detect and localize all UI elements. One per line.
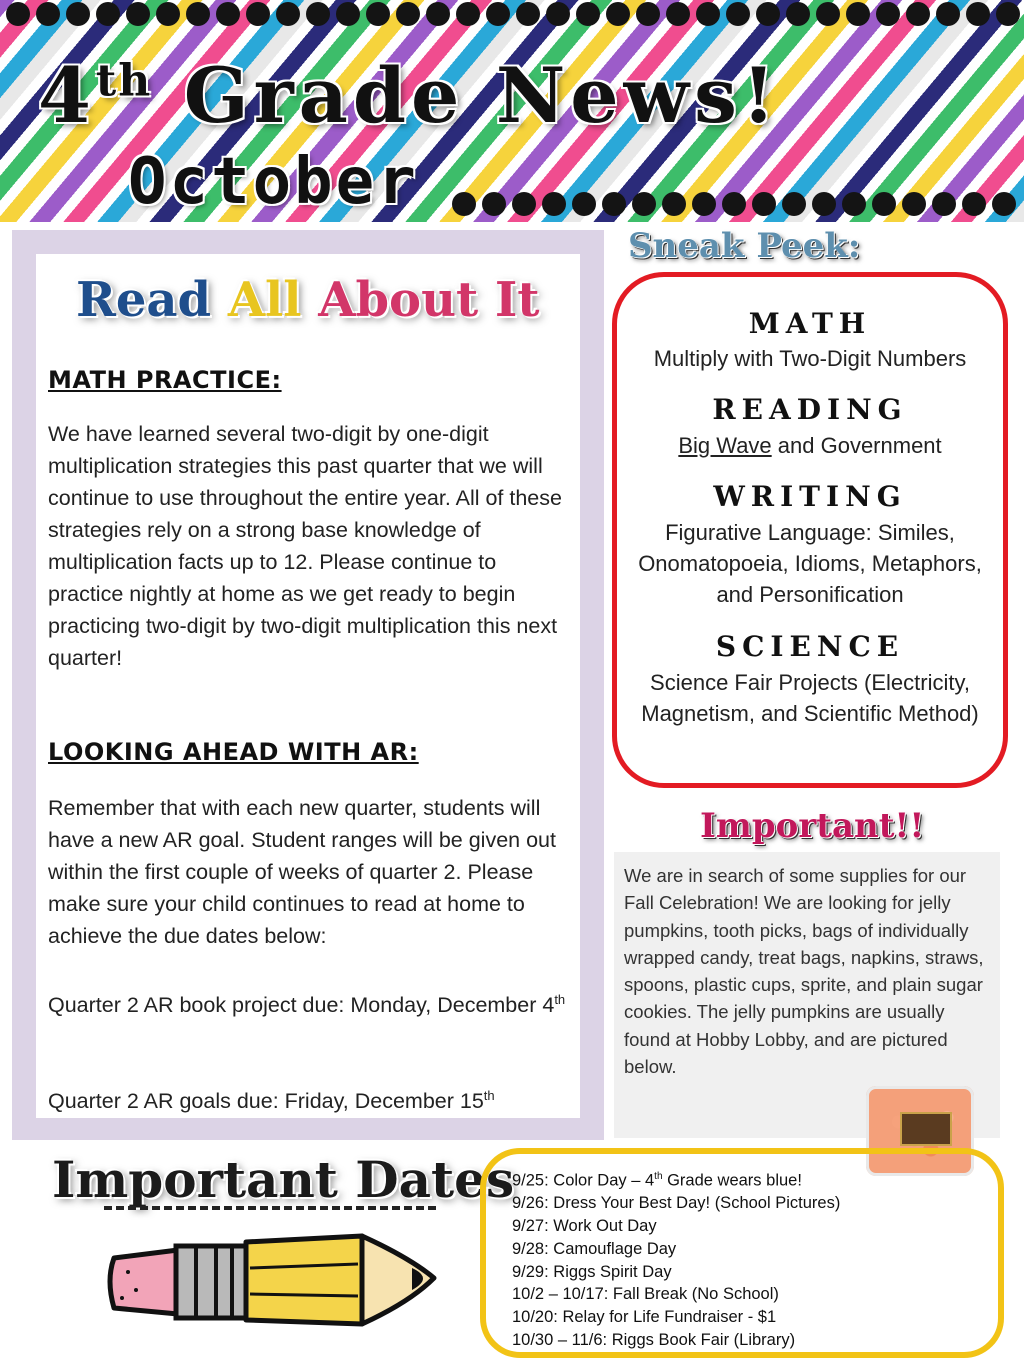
date-item-text-end: Grade wears blue! (662, 1171, 802, 1190)
sneak-reading-book: Big Wave (678, 433, 772, 458)
sneak-reading-rest: and Government (771, 433, 942, 458)
border-dot (366, 2, 390, 26)
ar-heading: LOOKING AHEAD WITH AR: (48, 738, 419, 766)
border-dot (816, 2, 840, 26)
border-dot (966, 2, 990, 26)
border-dot (662, 192, 686, 216)
math-practice-text: We have learned several two-digit by one-digit multiplication strategies this past quarter that we will continue to use throughout the entire year. All of these strategies rely on a strong base knowledge of multiplication facts up to 12. Please continue to practice nightly at home as we get ready to begin practicing two-digit by two-digit multiplication this next quarter! (48, 422, 562, 670)
ar-project-due (48, 984, 570, 1021)
title-number: 4 (38, 51, 96, 140)
read-all-title-word-1: Read (76, 272, 212, 328)
border-dot (36, 2, 60, 26)
date-item (512, 1192, 840, 1215)
sneak-peek-box (612, 272, 1008, 788)
date-item-text: 9/25: Color Day – 4 (512, 1171, 655, 1190)
border-dot (872, 192, 896, 216)
read-all-content (36, 254, 580, 1118)
pencil-icon (100, 1228, 440, 1332)
border-dot (936, 2, 960, 26)
title-text: Grade News! (183, 51, 781, 140)
date-item-text: 9/29: Riggs Spirit Day (512, 1262, 672, 1281)
border-dot (542, 192, 566, 216)
sneak-writing-label: WRITING (713, 480, 907, 513)
date-item (512, 1166, 840, 1192)
ar-text: Remember that with each new quarter, students will have a new AR goal. Student ranges will be given out within the first couple of weeks of quarter 2. Please make sure your child continues to read at home to achieve the due dates below: (48, 796, 556, 948)
important-dates-title: Important Dates (52, 1150, 515, 1209)
border-dot (546, 2, 570, 26)
important-text: We are in search of some supplies for our Fall Celebration! We are looking for jelly pumpkins, tooth picks, bags of individually wrapped candy, treat bags, napkins, straws, spoons, plastic cups, sprite, and plain sugar cookies. The jelly pumpkins are usually found at Hobby Lobby, and are pictured below. (624, 865, 984, 1078)
dots-border-bottom (452, 192, 1016, 222)
border-dot (692, 192, 716, 216)
read-all-title-word-3: About It (318, 272, 540, 328)
border-dot (576, 2, 600, 26)
border-dot (906, 2, 930, 26)
border-dot (572, 192, 596, 216)
border-dot (962, 192, 986, 216)
dots-border-top (6, 2, 1020, 32)
date-item (512, 1329, 840, 1352)
border-dot (842, 192, 866, 216)
border-dot (336, 2, 360, 26)
border-dot (996, 2, 1020, 26)
date-item (512, 1261, 840, 1284)
border-dot (782, 192, 806, 216)
month-label: October (128, 145, 419, 219)
date-item (512, 1238, 840, 1261)
date-item-text: 9/26: Dress Your Best Day! (School Pictures) (512, 1194, 841, 1213)
important-title: Important!! (700, 806, 925, 846)
border-dot (6, 2, 30, 26)
border-dot (902, 192, 926, 216)
border-dot (156, 2, 180, 26)
border-dot (786, 2, 810, 26)
sneak-reading-label: READING (712, 393, 908, 426)
border-dot (66, 2, 90, 26)
border-dot (486, 2, 510, 26)
ar-goals-due (48, 1080, 570, 1117)
border-dot (636, 2, 660, 26)
read-all-panel (12, 230, 604, 1140)
ar-project-due-sup: th (554, 992, 566, 1007)
border-dot (932, 192, 956, 216)
border-dot (752, 192, 776, 216)
ar-goals-due-text: Quarter 2 AR goals due: Friday, December 15 (48, 1089, 484, 1114)
border-dot (452, 192, 476, 216)
read-all-title-word-2: All (227, 272, 302, 328)
title-superscript: th (95, 55, 153, 107)
ar-project-due-text: Quarter 2 AR book project due: Monday, December 4 (48, 993, 555, 1018)
sneak-science-label: SCIENCE (715, 630, 905, 663)
border-dot (756, 2, 780, 26)
header-banner (0, 0, 1024, 222)
date-item-text: 9/28: Camouflage Day (512, 1239, 677, 1258)
sneak-math-label: MATH (748, 307, 872, 340)
date-item-sup: th (654, 1171, 663, 1182)
border-dot (276, 2, 300, 26)
border-dot (632, 192, 656, 216)
border-dot (186, 2, 210, 26)
border-dot (602, 192, 626, 216)
date-item-text: 10/20: Relay for Life Fundraiser - $1 (512, 1308, 777, 1327)
sneak-math-text: Multiply with Two-Digit Numbers (653, 346, 967, 371)
math-practice-heading: MATH PRACTICE: (48, 366, 282, 394)
border-dot (722, 192, 746, 216)
border-dot (846, 2, 870, 26)
date-item (512, 1215, 840, 1238)
border-dot (726, 2, 750, 26)
date-item (512, 1306, 840, 1329)
sneak-science-text: Science Fair Projects (Electricity, Magnetism, and Scientific Method) (641, 670, 979, 726)
border-dot (456, 2, 480, 26)
newsletter-title (38, 51, 781, 140)
border-dot (666, 2, 690, 26)
border-dot (246, 2, 270, 26)
border-dot (96, 2, 120, 26)
sneak-writing-text: Figurative Language: Similes, Onomatopoeia, Idioms, Metaphors, and Personification (638, 520, 982, 607)
border-dot (306, 2, 330, 26)
border-dot (876, 2, 900, 26)
date-item-text: 9/27: Work Out Day (512, 1217, 657, 1236)
border-dot (482, 192, 506, 216)
border-dot (426, 2, 450, 26)
border-dot (812, 192, 836, 216)
border-dot (992, 192, 1016, 216)
important-dates-list (512, 1166, 840, 1352)
candy-bag-label (900, 1112, 952, 1146)
border-dot (696, 2, 720, 26)
date-item-text: 10/2 – 10/17: Fall Break (No School) (512, 1285, 779, 1304)
border-dot (216, 2, 240, 26)
border-dot (396, 2, 420, 26)
border-dot (512, 192, 536, 216)
ar-goals-due-sup: th (483, 1088, 495, 1103)
important-dates-box (480, 1148, 1004, 1358)
border-dot (606, 2, 630, 26)
date-item (512, 1283, 840, 1306)
date-item-text: 10/30 – 11/6: Riggs Book Fair (Library) (512, 1331, 796, 1350)
sneak-reading-text (627, 430, 993, 461)
border-dot (126, 2, 150, 26)
border-dot (516, 2, 540, 26)
dashed-divider (104, 1206, 436, 1210)
read-all-title (76, 272, 540, 328)
sneak-peek-title: Sneak Peek: (628, 226, 861, 266)
